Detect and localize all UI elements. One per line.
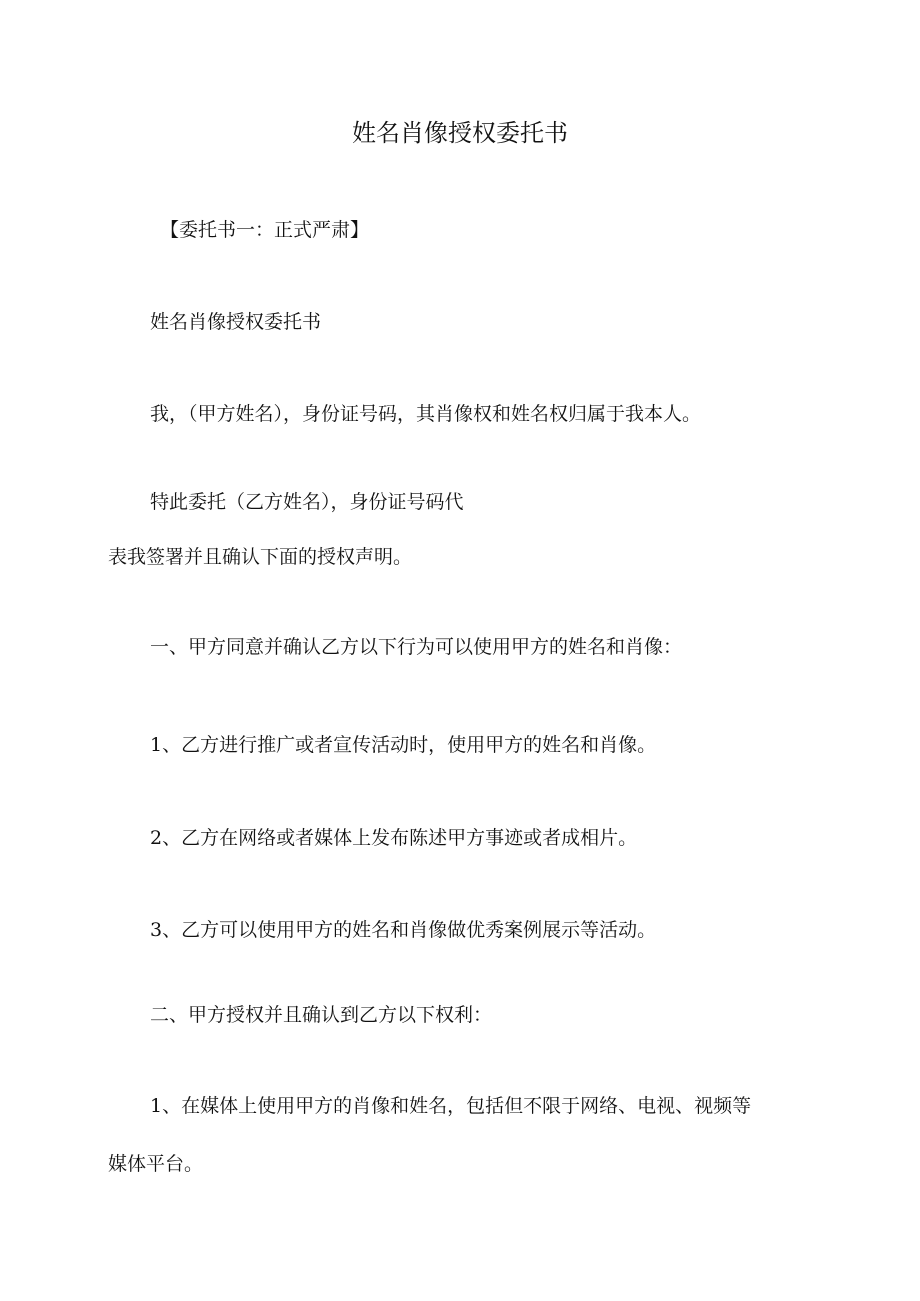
clause-item: 1、在媒体上使用甲方的肖像和姓名，包括但不限于网络、电视、视频等 bbox=[150, 1095, 752, 1117]
clause-heading: 二、甲方授权并且确认到乙方以下权利： bbox=[150, 1004, 493, 1026]
clause-heading: 一、甲方同意并确认乙方以下行为可以使用甲方的姓名和肖像： bbox=[150, 636, 683, 658]
paragraph-line: 我，（甲方姓名），身份证号码，其肖像权和姓名权归属于我本人。 bbox=[150, 403, 702, 425]
section-heading: 【委托书一：正式严肃】 bbox=[160, 219, 370, 241]
clause-item: 1、乙方进行推广或者宣传活动时，使用甲方的姓名和肖像。 bbox=[150, 734, 657, 756]
subtitle-line: 姓名肖像授权委托书 bbox=[150, 311, 322, 333]
clause-item-continued: 媒体平台。 bbox=[108, 1153, 204, 1175]
clause-item: 2、乙方在网络或者媒体上发布陈述甲方事迹或者成相片。 bbox=[150, 827, 638, 849]
paragraph-line: 特此委托（乙方姓名），身份证号码代 bbox=[150, 491, 464, 513]
paragraph-line: 表我签署并且确认下面的授权声明。 bbox=[108, 546, 413, 568]
document-title: 姓名肖像授权委托书 bbox=[352, 119, 568, 147]
clause-item: 3、乙方可以使用甲方的姓名和肖像做优秀案例展示等活动。 bbox=[150, 919, 657, 941]
